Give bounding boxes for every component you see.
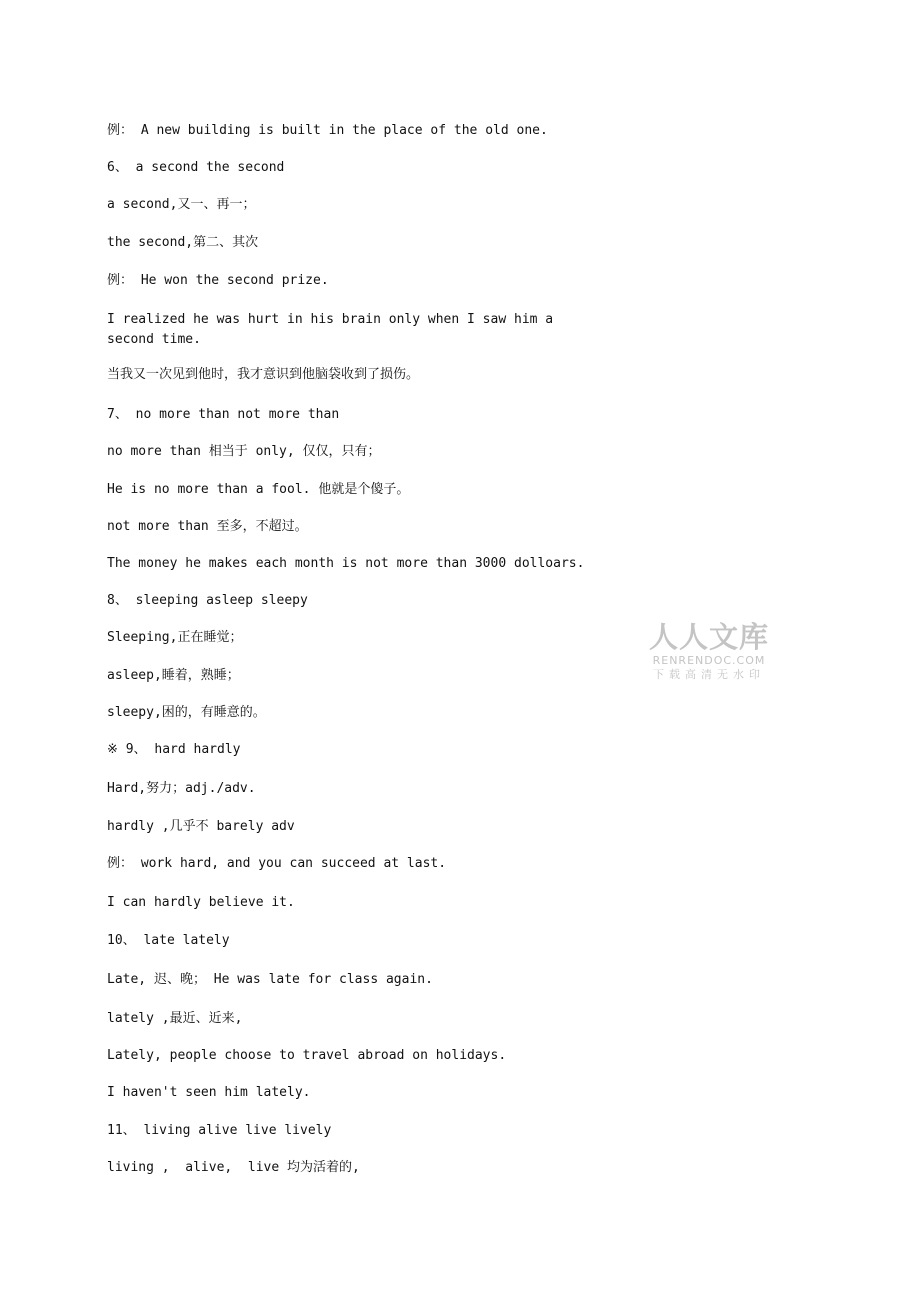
section-heading: 6、 a second the second: [107, 160, 285, 175]
text-line: Sleeping,正在睡觉；: [107, 630, 243, 645]
text-line: Lately, people choose to travel abroad on holidays.: [107, 1048, 507, 1063]
text-line: 例： work hard, and you can succeed at last.: [107, 856, 447, 871]
text-line: sleepy,困的，有睡意的。: [107, 705, 266, 720]
text-line: He is no more than a fool. 他就是个傻子。: [107, 482, 410, 497]
text-line: living , alive, live 均为活着的,: [107, 1160, 360, 1175]
watermark-title: 人人文库: [648, 620, 769, 654]
text-line: Hard,努力；adj./adv.: [107, 781, 256, 796]
text-line: no more than 相当于 only, 仅仅，只有；: [107, 444, 381, 459]
text-line: 例： A new building is built in the place of the old one.: [107, 123, 548, 138]
text-line: Late, 迟、晚； He was late for class again.: [107, 972, 433, 987]
text-line: I haven't seen him lately.: [107, 1085, 311, 1100]
watermark-logo: [646, 620, 772, 682]
text-line: I realized he was hurt in his brain only when I saw him a second time.: [107, 312, 554, 347]
section-heading: 8、 sleeping asleep sleepy: [107, 593, 308, 608]
text-line: I can hardly believe it.: [107, 895, 295, 910]
text-line: the second,第二、其次: [107, 235, 259, 250]
watermark-domain: RENRENDOC.COM: [652, 654, 766, 667]
section-heading: 10、 late lately: [107, 933, 230, 948]
text-line: hardly ,几乎不 barely adv: [107, 819, 295, 834]
section-heading: ※ 9、 hard hardly: [107, 742, 241, 757]
section-heading: 7、 no more than not more than: [107, 407, 340, 422]
text-line: not more than 至多，不超过。: [107, 519, 308, 534]
text-line: 当我又一次见到他时，我才意识到他脑袋收到了损伤。: [107, 367, 420, 382]
text-line: 例： He won the second prize.: [107, 273, 329, 288]
section-heading: 11、 living alive live lively: [107, 1123, 332, 1138]
watermark-slogan: 下载高清无水印: [653, 668, 765, 681]
text-line: a second,又一、再一；: [107, 197, 256, 212]
text-line: lately ,最近、近来,: [107, 1011, 243, 1026]
text-line: asleep,睡着，熟睡；: [107, 668, 240, 683]
text-line: The money he makes each month is not more than 3000 dolloars.: [107, 556, 585, 571]
